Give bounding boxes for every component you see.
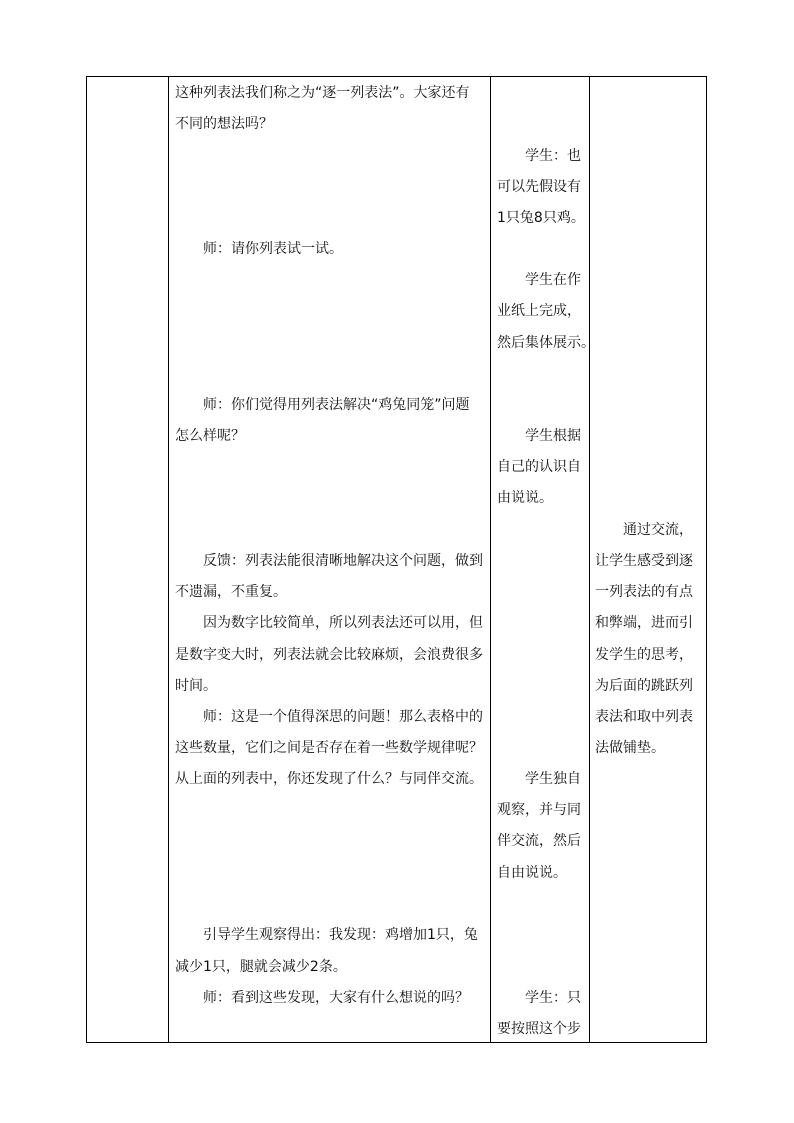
student-line: 学生在作 <box>525 272 581 288</box>
student-line: 由说说。 <box>497 490 553 506</box>
student-line: 自己的认识自 <box>497 459 581 475</box>
student-line: 1只兔8只鸡。 <box>497 210 585 226</box>
teacher-line: 师：看到这些发现，大家有什么想说的吗？ <box>203 990 469 1006</box>
teacher-line: 从上面的列表中，你还发现了什么？与同伴交流。 <box>175 771 483 787</box>
teacher-line: 不同的想法吗？ <box>175 116 273 132</box>
teacher-line: 反馈：列表法能很清晰地解决这个问题，做到 <box>203 553 483 569</box>
student-line: 学生根据 <box>525 428 581 444</box>
teacher-line: 师：这是一个值得深思的问题！那么表格中的 <box>203 709 483 725</box>
teacher-line: 师：请你列表试一试。 <box>203 241 343 257</box>
lesson-plan-table <box>86 76 707 1043</box>
intent-line: 法做铺垫。 <box>595 740 665 756</box>
student-line: 业纸上完成， <box>497 303 581 319</box>
column-divider <box>589 77 590 1042</box>
teacher-line: 这种列表法我们称之为“逐一列表法”。大家还有 <box>175 85 470 101</box>
teacher-line: 因为数字比较简单，所以列表法还可以用，但 <box>203 615 483 631</box>
intent-line: 表法和取中列表 <box>595 709 693 725</box>
student-line: 学生：也 <box>525 148 581 164</box>
intent-line: 一列表法的有点 <box>595 584 693 600</box>
student-line: 学生：只 <box>525 990 581 1006</box>
intent-line: 通过交流， <box>623 522 693 538</box>
column-divider <box>168 77 169 1042</box>
intent-line: 让学生感受到逐 <box>595 553 693 569</box>
student-line: 要按照这个步 <box>497 1021 581 1037</box>
student-line: 然后集体展示。 <box>497 335 595 351</box>
student-line: 可以先假设有 <box>497 179 581 195</box>
student-line: 自由说说。 <box>497 865 567 881</box>
column-divider <box>490 77 491 1042</box>
intent-line: 和弊端，进而引 <box>595 615 693 631</box>
teacher-line: 怎么样呢？ <box>175 428 245 444</box>
student-line: 伴交流，然后 <box>497 833 581 849</box>
teacher-line: 不遗漏，不重复。 <box>175 584 287 600</box>
teacher-line: 是数字变大时，列表法就会比较麻烦，会浪费很多 <box>175 647 483 663</box>
intent-line: 为后面的跳跃列 <box>595 678 693 694</box>
teacher-line: 师：你们觉得用列表法解决“鸡兔同笼”问题 <box>203 397 470 413</box>
student-line: 学生独自 <box>525 771 581 787</box>
student-line: 观察，并与同 <box>497 802 581 818</box>
teacher-line: 这些数量，它们之间是否存在着一些数学规律呢？ <box>175 740 483 756</box>
intent-line: 发学生的思考， <box>595 647 693 663</box>
teacher-line: 时间。 <box>175 678 217 694</box>
teacher-line: 减少1只，腿就会减少2条。 <box>175 959 347 975</box>
teacher-line: 引导学生观察得出：我发现：鸡增加1只，兔 <box>203 927 478 943</box>
